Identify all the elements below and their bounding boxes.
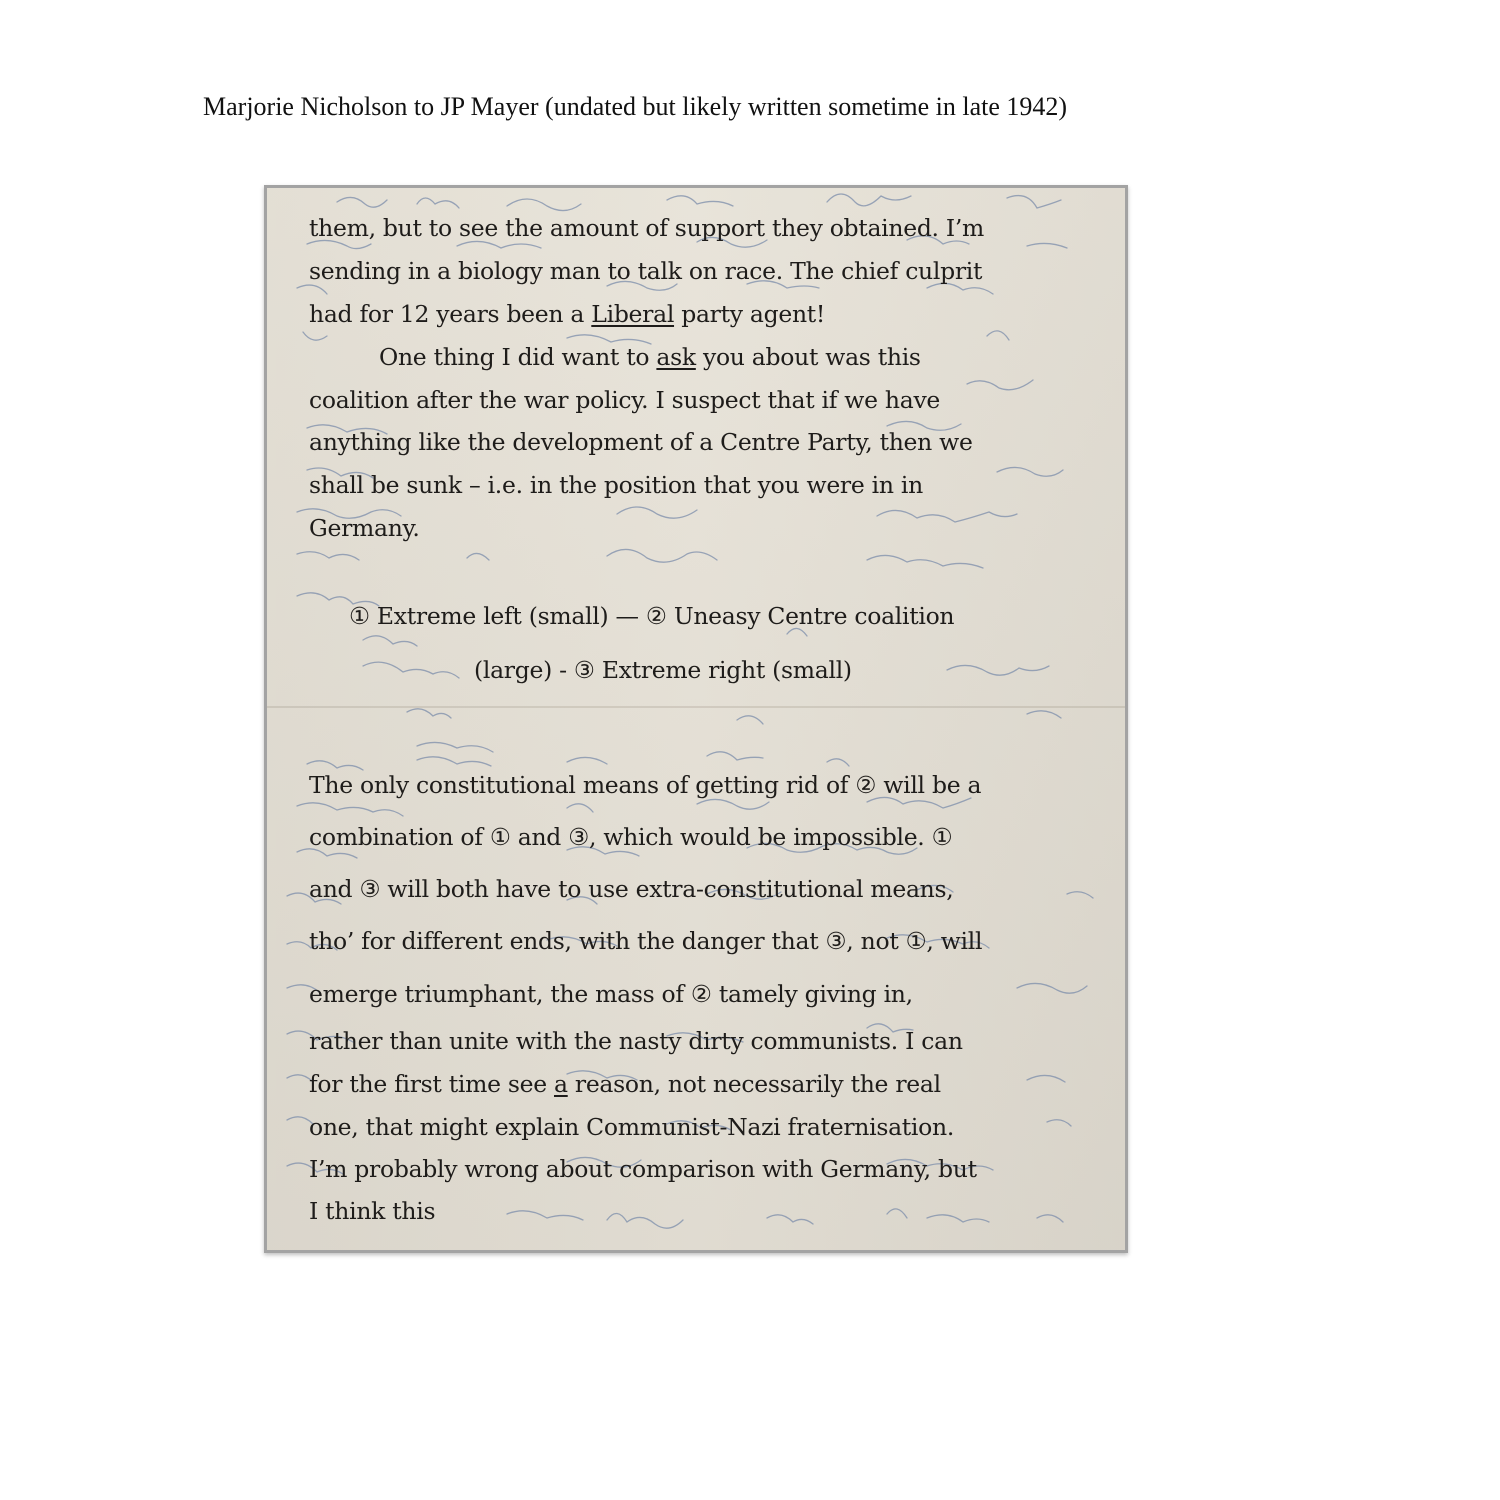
typed-line-15 (309, 1070, 941, 1098)
text-run: reason, not necessarily the real (567, 1070, 941, 1098)
typed-line-14: rather than unite with the nasty dirty communists. I can (309, 1027, 963, 1055)
diagram-line-2: (large) - ③ Extreme right (small) (474, 656, 852, 684)
typed-line-18: I think this (309, 1197, 436, 1225)
typed-line-3 (309, 300, 825, 328)
typed-line-10: combination of ① and ③, which would be impossible. ① (309, 823, 953, 851)
underlined-word: a (554, 1070, 568, 1098)
typed-line-1: them, but to see the amount of support they obtained. I’m (309, 214, 985, 242)
page-title: Marjorie Nicholson to JP Mayer (undated but likely written sometime in late 1942) (203, 92, 1068, 121)
typed-line-2: sending in a biology man to talk on race. The chief culprit (309, 257, 983, 285)
typed-line-11: and ③ will both have to use extra-constitutional means, (309, 875, 954, 903)
letter-scan (264, 185, 1128, 1253)
typed-line-17: I’m probably wrong about comparison with Germany, but (309, 1155, 977, 1183)
text-run: you about was this (695, 343, 921, 371)
typed-line-6: anything like the development of a Centre Party, then we (309, 428, 973, 456)
typed-line-4 (379, 343, 921, 371)
typed-line-7: shall be sunk – i.e. in the position that you were in in (309, 471, 923, 499)
underlined-word: ask (656, 343, 696, 371)
typed-line-5: coalition after the war policy. I suspect that if we have (309, 386, 941, 414)
typed-line-8: Germany. (309, 514, 420, 542)
typed-line-13: emerge triumphant, the mass of ② tamely giving in, (309, 980, 913, 1008)
typed-line-16: one, that might explain Communist-Nazi fraternisation. (309, 1113, 955, 1141)
text-run: for the first time see (309, 1070, 554, 1098)
text-run: One thing I did want to (379, 343, 657, 371)
typed-line-9: The only constitutional means of getting rid of ② will be a (309, 771, 982, 799)
text-run: party agent! (674, 300, 826, 328)
diagram-line-1: ① Extreme left (small) — ② Uneasy Centre coalition (349, 602, 955, 630)
underlined-word: Liberal (591, 300, 675, 328)
typed-line-12: tho’ for different ends, with the danger that ③, not ①, will (309, 927, 983, 955)
text-run: had for 12 years been a (309, 300, 592, 328)
